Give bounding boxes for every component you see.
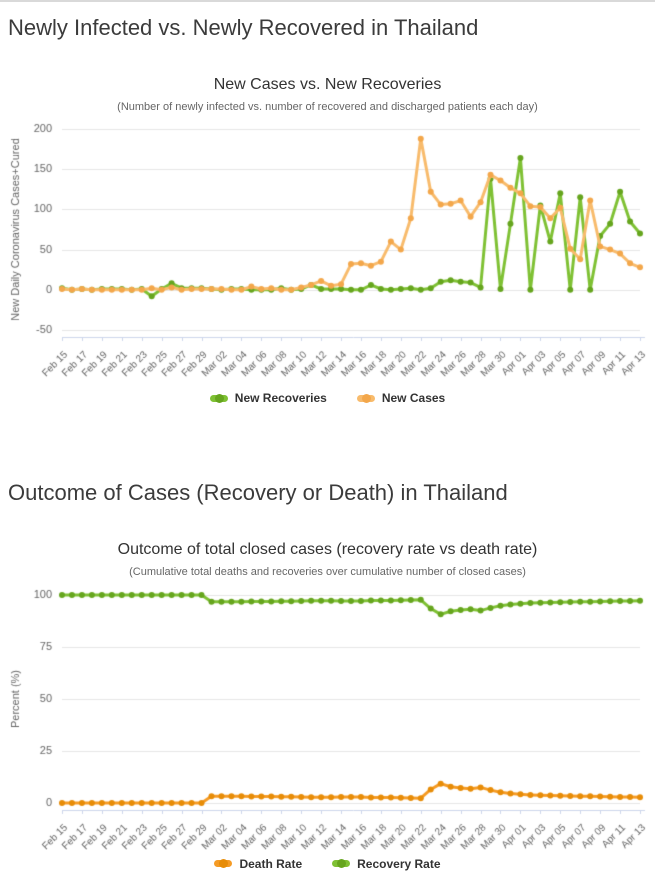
recovery-rate-legend-label: Recovery Rate	[357, 856, 441, 871]
recovery-vs-death-rate-chart-canvas[interactable]	[0, 580, 655, 850]
chart-section-new-cases-vs-recoveries	[0, 75, 655, 408]
chart2-title: Outcome of total closed cases (recovery rate vs death rate)	[117, 541, 538, 559]
new-recoveries-legend-marker-icon	[210, 395, 228, 402]
chart2-subtitle: (Cumulative total deaths and recoveries over cumulative number of closed cases)	[129, 566, 526, 579]
legend-item-new-cases[interactable]	[357, 391, 445, 405]
legend-item-recovery-rate[interactable]	[332, 857, 440, 871]
recovery-rate-legend-marker-icon	[332, 860, 350, 867]
chart2-legend	[0, 854, 655, 874]
death-rate-legend-label: Death Rate	[239, 856, 303, 871]
chart1-legend	[0, 388, 655, 408]
new-cases-legend-label: New Cases	[381, 391, 446, 406]
top-divider	[0, 0, 655, 2]
new-cases-vs-recoveries-chart-canvas[interactable]	[0, 114, 655, 384]
legend-item-new-recoveries[interactable]	[210, 391, 327, 405]
chart1-subtitle: (Number of newly infected vs. number of recovered and discharged patients each day)	[117, 101, 538, 114]
new-cases-legend-marker-icon	[357, 395, 375, 402]
chart1-title: New Cases vs. New Recoveries	[213, 75, 442, 93]
legend-item-death-rate[interactable]	[214, 857, 302, 871]
section-heading-new-infected-vs-recovered: Newly Infected vs. Newly Recovered in Thailand	[8, 15, 479, 40]
chart-section-outcome-of-closed-cases	[0, 540, 655, 873]
section-heading-outcome-of-cases: Outcome of Cases (Recovery or Death) in Thailand	[8, 480, 508, 506]
new-recoveries-legend-label: New Recoveries	[234, 391, 327, 406]
death-rate-legend-marker-icon	[214, 860, 232, 867]
